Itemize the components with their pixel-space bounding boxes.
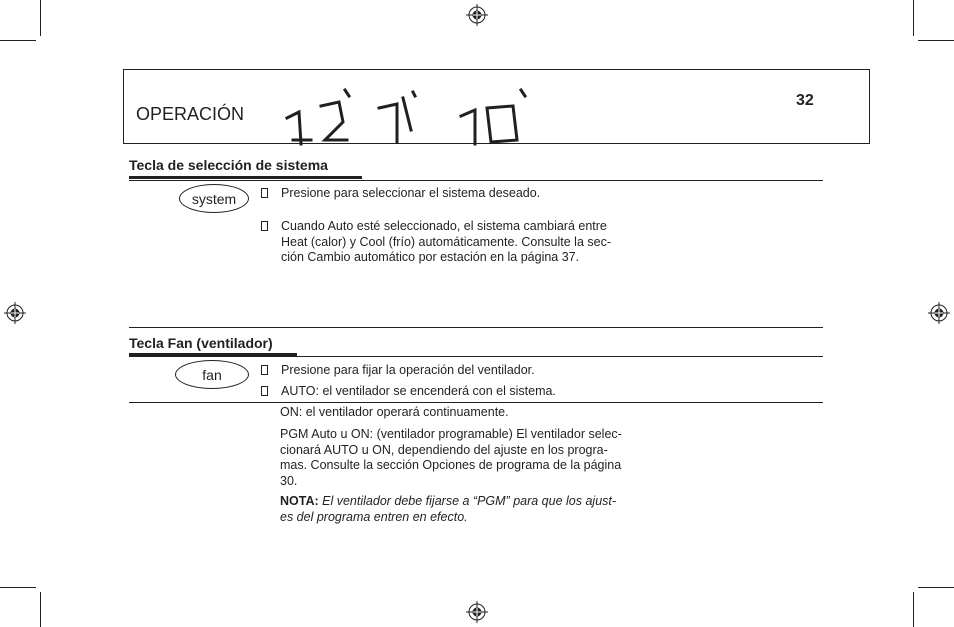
registration-mark-icon (466, 601, 488, 623)
fan-key-label: fan (202, 367, 222, 383)
registration-mark-icon (928, 302, 950, 324)
fan-key (175, 360, 249, 389)
registration-mark-icon (466, 4, 488, 26)
section-title-fan: Tecla Fan (ventilador) (129, 335, 273, 351)
bullet-box-icon (261, 365, 268, 375)
system-key-label: system (191, 191, 237, 207)
section-title-system: Tecla de selección de sistema (129, 157, 328, 173)
list-item: Presione para fijar la operación del ventilador. (261, 363, 535, 379)
list-item: Cuando Auto esté seleccionado, el sistema cambiará entre Heat (calor) y Cool (frío) automáticamente. Consulte la sec- ción Cambio automático por estación en la página 37. (261, 219, 611, 266)
bullet-box-icon (261, 386, 268, 396)
list-item: Presione para seleccionar el sistema deseado. (261, 186, 540, 202)
page-number: 32 (796, 92, 814, 109)
registration-mark-icon (4, 302, 26, 324)
section-title-underline (129, 176, 362, 179)
bullet-box-icon (261, 188, 268, 198)
bullet-box-icon (261, 221, 268, 231)
note: NOTA: El ventilador debe fijarse a “PGM” para que los ajust- es del programa entren en efecto. (280, 494, 617, 524)
section-divider (129, 180, 823, 181)
section-divider (129, 327, 823, 328)
paragraph-fan-on: ON: el ventilador operará continuamente. (280, 405, 509, 419)
section-divider (129, 356, 823, 357)
list-item: AUTO: el ventilador se encenderá con el sistema. (261, 384, 556, 400)
note-label: NOTA: (280, 494, 319, 508)
page-title: OPERACIÓN (136, 104, 245, 124)
paragraph-fan-pgm: PGM Auto u ON: (ventilador programable) El ventilador selec- cionará AUTO u ON, dependiendo del ajuste en los progra- mas. Consulte la sección Opciones de programa de la página 30. (280, 427, 622, 488)
section-divider (129, 402, 823, 403)
lcd-display-graphic (285, 88, 535, 146)
system-key (179, 184, 249, 213)
